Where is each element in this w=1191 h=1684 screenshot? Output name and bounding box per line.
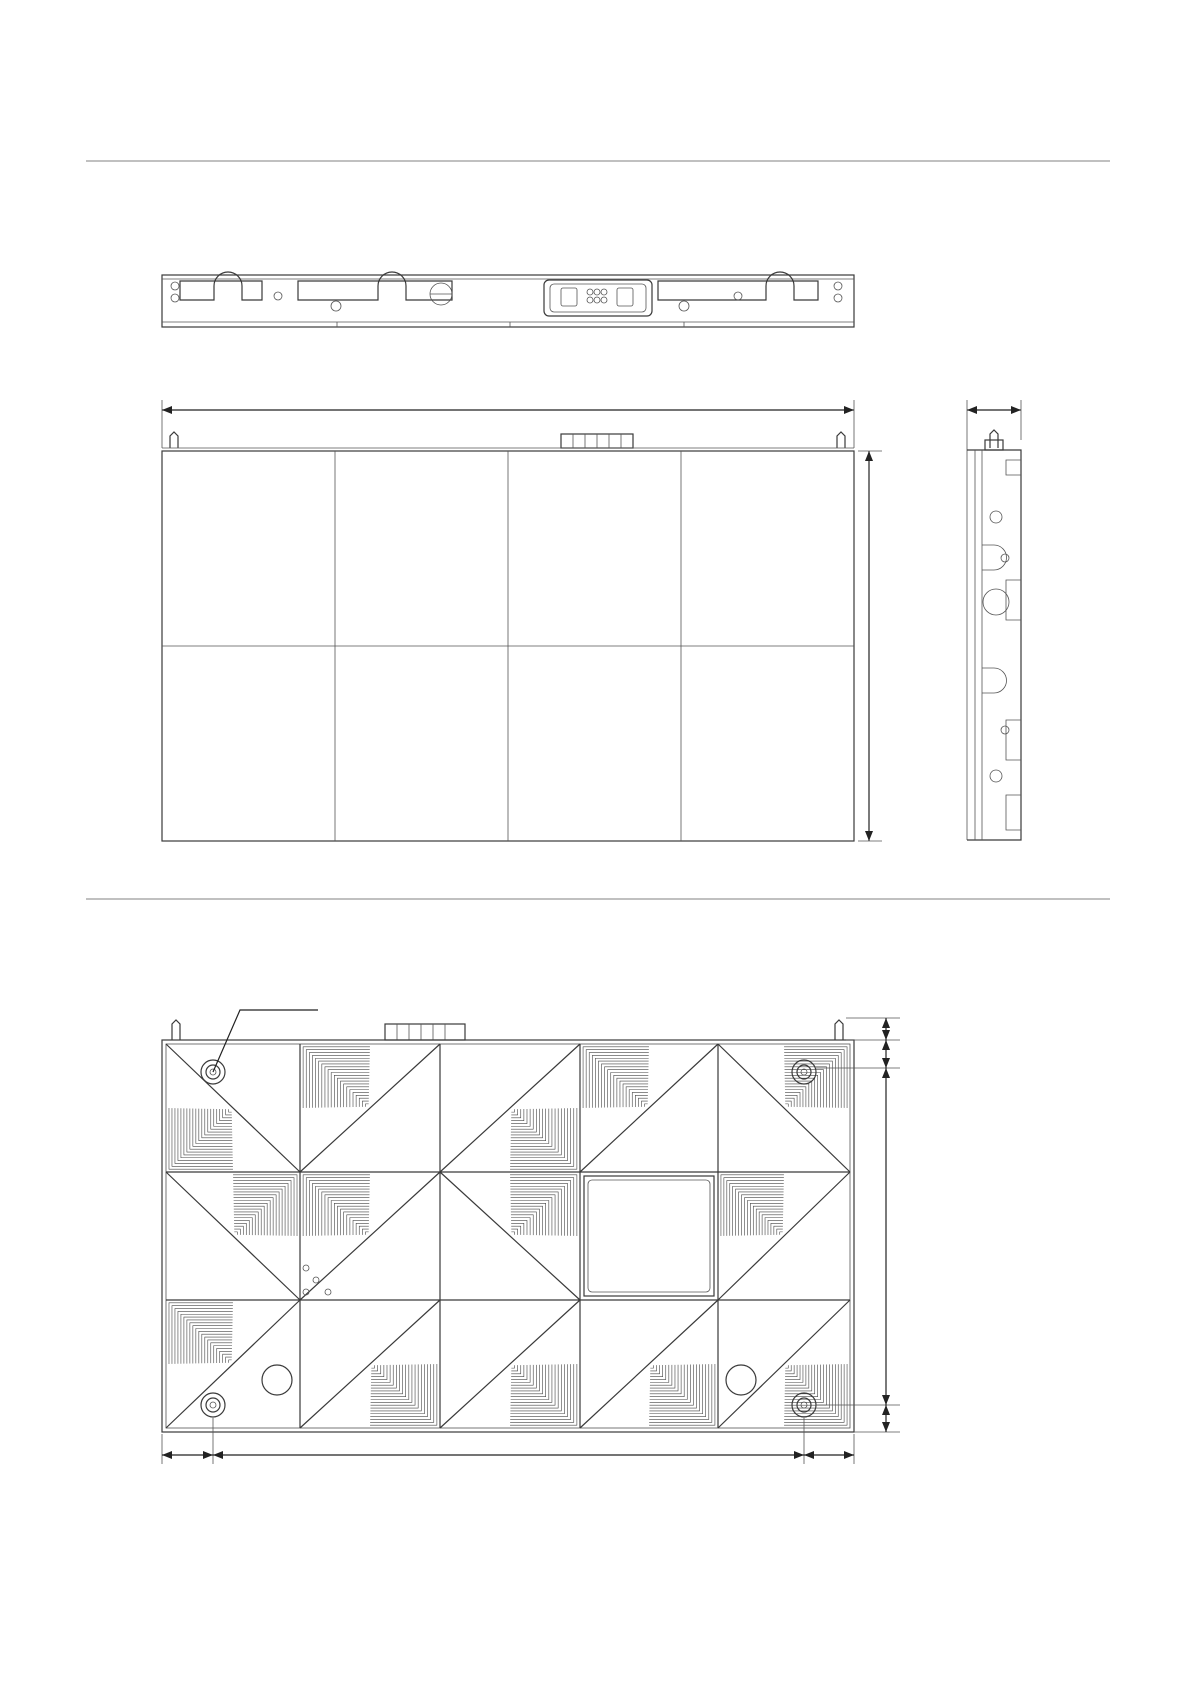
front-view	[162, 400, 882, 841]
rear-access-panel	[584, 1176, 714, 1296]
side-view	[967, 400, 1021, 840]
top-view	[162, 272, 854, 327]
mount-point-top-right	[792, 1060, 816, 1084]
rear-hatch-pattern	[166, 1044, 850, 1428]
mount-point-bottom-left	[201, 1393, 225, 1417]
rear-view	[162, 1010, 900, 1464]
rear-frame	[162, 1040, 854, 1432]
mount-leader-line	[213, 1010, 318, 1072]
